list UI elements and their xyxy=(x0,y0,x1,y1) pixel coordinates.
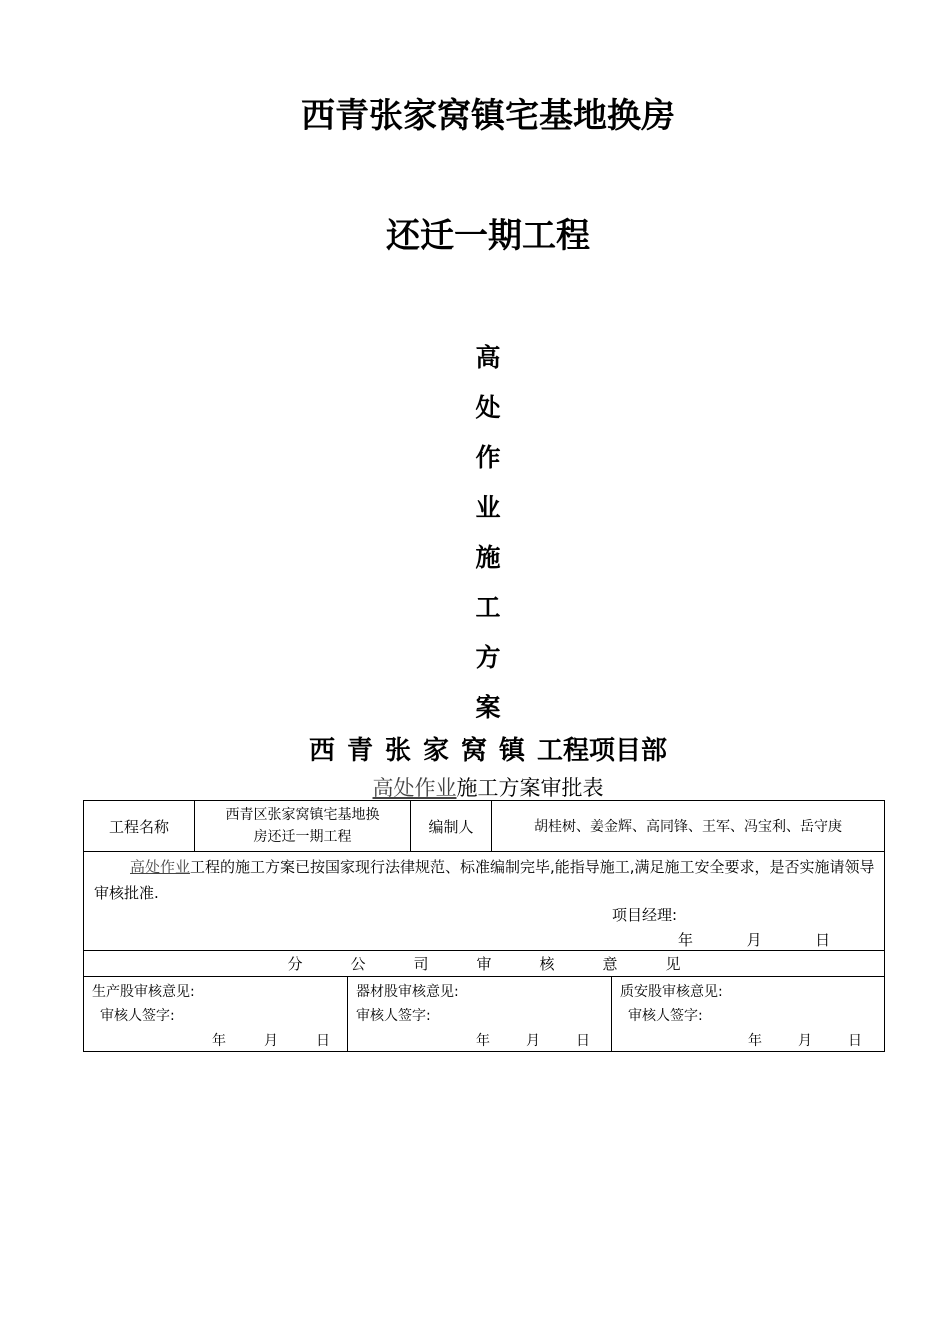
date-year: 年 xyxy=(678,931,694,949)
safety-review-cell xyxy=(612,977,885,1051)
department-char: 家 xyxy=(422,736,449,766)
project-manager-date xyxy=(678,929,830,950)
form-title-underlined: 高处作业 xyxy=(372,776,457,800)
sub-review-row xyxy=(84,977,885,1052)
date-month: 月 xyxy=(526,1033,540,1049)
safety-review-sign: 审核人签字: xyxy=(628,1008,703,1024)
date-day: 日 xyxy=(576,1033,590,1049)
project-name-label: 工程名称 xyxy=(84,801,195,852)
project-name-line: 房还迁一期工程 xyxy=(253,829,352,845)
project-name-line: 西青区张家窝镇宅基地换 xyxy=(225,807,380,823)
safety-review-date xyxy=(748,1030,862,1050)
date-month: 月 xyxy=(264,1033,278,1049)
vertical-title-char: 高 xyxy=(475,343,501,372)
review-header-char: 审 xyxy=(476,955,492,973)
cover-title-line2: 还迁一期工程 xyxy=(386,216,590,256)
department-char: 窝 xyxy=(461,736,488,766)
production-review-sign: 审核人签字: xyxy=(100,1008,175,1024)
production-review-label: 生产股审核意见: xyxy=(92,984,195,1000)
vertical-title-char: 工 xyxy=(475,593,501,622)
department-char: 工程项目部 xyxy=(537,736,668,766)
review-header-char: 分 xyxy=(287,955,303,973)
statement-text xyxy=(94,854,876,906)
statement-row xyxy=(84,852,885,951)
department-name xyxy=(0,730,950,767)
sub-review-table xyxy=(84,977,884,1051)
production-review-cell xyxy=(84,977,348,1051)
review-header-char: 核 xyxy=(539,955,555,973)
review-header-row xyxy=(84,951,885,977)
form-title xyxy=(0,772,950,802)
review-header-char: 意 xyxy=(602,955,618,973)
material-review-cell xyxy=(348,977,612,1051)
vertical-title-char: 施 xyxy=(475,543,501,572)
editor-label: 编制人 xyxy=(411,801,492,852)
safety-review-label: 质安股审核意见: xyxy=(620,984,723,1000)
statement-cell xyxy=(84,852,885,951)
review-header-char: 司 xyxy=(413,955,429,973)
vertical-title-char: 案 xyxy=(475,693,501,722)
date-month: 月 xyxy=(798,1033,812,1049)
vertical-title-char: 作 xyxy=(475,443,501,472)
vertical-title-char: 方 xyxy=(475,643,501,672)
production-review-date xyxy=(212,1030,330,1050)
vertical-title-char: 处 xyxy=(475,393,501,422)
cover-title-line1: 西青张家窝镇宅基地换房 xyxy=(301,96,675,136)
date-year: 年 xyxy=(476,1033,490,1049)
project-name-value xyxy=(195,801,411,852)
review-header-char: 公 xyxy=(350,955,366,973)
department-char: 西 xyxy=(308,736,335,766)
date-year: 年 xyxy=(212,1033,226,1049)
sub-review-container xyxy=(84,977,885,1052)
date-day: 日 xyxy=(815,931,831,949)
department-char: 张 xyxy=(384,736,411,766)
form-title-rest: 施工方案审批表 xyxy=(456,776,604,800)
editor-names: 胡桂树、姜金辉、高同锋、王军、冯宝利、岳守庚 xyxy=(492,801,885,852)
material-review-label: 器材股审核意见: xyxy=(356,984,459,1000)
vertical-title-char: 业 xyxy=(475,493,501,522)
review-header xyxy=(84,951,885,977)
department-char: 青 xyxy=(346,736,373,766)
date-day: 日 xyxy=(316,1033,330,1049)
project-manager-label: 项目经理: xyxy=(612,906,678,924)
date-year: 年 xyxy=(748,1033,762,1049)
material-review-date xyxy=(476,1030,590,1050)
department-char: 镇 xyxy=(499,736,526,766)
project-row xyxy=(84,801,885,852)
date-day: 日 xyxy=(848,1033,862,1049)
date-month: 月 xyxy=(746,931,762,949)
material-review-sign: 审核人签字: xyxy=(356,1008,431,1024)
review-header-char: 见 xyxy=(665,955,681,973)
statement-underlined: 高处作业 xyxy=(130,858,191,876)
approval-table xyxy=(83,800,885,1052)
statement-rest: 工程的施工方案已按国家现行法律规范、标准编制完毕,能指导施工,满足施工安全要求，是否实施请领导审核批准. xyxy=(94,858,875,902)
